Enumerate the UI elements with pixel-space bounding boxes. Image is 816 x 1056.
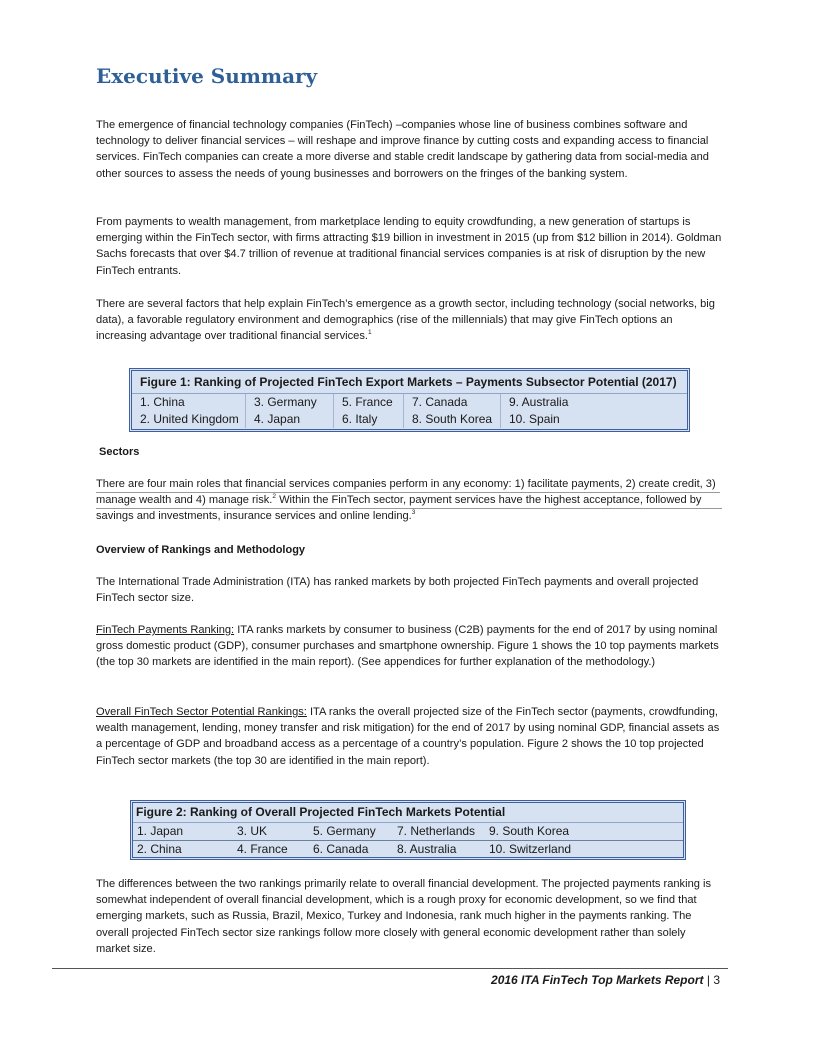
footer-report-title: 2016 ITA FinTech Top Markets Report — [491, 973, 704, 987]
differences-text: The differences between the two rankings primarily relate to overall financial development. The projected payments ranking is somewhat independent of overall financial development, which is a rough proxy for economic development, so we find that emerging markets, such as Russia, Brazil, Mexico, Turkey and Indonesia, rank much higher in the payments ranking. The overall projected FinTech sector size rankings follow more closely with general economic development rather than solely market size. — [96, 878, 712, 955]
intro-text: The emergence of financial technology companies (FinTech) –companies whose line of business combines software and technology to deliver financial services – will reshape and improve finance by cutting costs and expanding access to financial services. FinTech companies can create a more diverse and stable credit landscape by gathering data from social-media and other sources to assess the needs of young businesses and borrowers on the fringes of the banking system. — [96, 119, 709, 180]
ita-ranking-text: The International Trade Administration (ITA) has ranked markets by both projected FinTech payments and overall projected FinTech sector size. — [96, 576, 699, 605]
figure-2-cell: 5. Germany — [313, 824, 376, 838]
figure-1-table — [129, 368, 690, 432]
figure-1-cell: 5. France — [334, 394, 404, 411]
figure-2-cell: 6. Canada — [313, 842, 369, 856]
ita-ranking-paragraph — [96, 574, 722, 606]
figure-1-cell: 8. South Korea — [404, 411, 501, 428]
footnote-ref-2[interactable]: 2 — [272, 493, 276, 501]
figure-2-cell: 3. UK — [237, 824, 268, 838]
figure-1-row — [132, 394, 687, 411]
figure-2-cell: 10. Switzerland — [489, 842, 572, 856]
footer-separator: | — [706, 973, 710, 987]
factors-paragraph — [96, 296, 722, 345]
overview-heading: Overview of Rankings and Methodology — [96, 544, 306, 556]
figure-2-cell: 8. Australia — [397, 842, 457, 856]
figure-2-cell: 2. China — [137, 842, 182, 856]
figure-2-caption: Figure 2: Ranking of Overall Projected FinTech Markets Potential — [133, 803, 683, 823]
figure-2-row — [133, 823, 683, 840]
page-title: Executive Summary — [96, 64, 318, 88]
figure-1-cell: 2. United Kingdom — [132, 411, 246, 428]
footer-rule — [52, 968, 728, 969]
footnote-ref-1[interactable]: 1 — [367, 329, 372, 337]
figure-2-cell: 7. Netherlands — [397, 824, 476, 838]
payments-ranking-paragraph — [96, 622, 722, 671]
figure-1-cell: 6. Italy — [334, 411, 404, 428]
figure-2-cell: 9. South Korea — [489, 824, 570, 838]
figure-1-cell: 7. Canada — [404, 394, 501, 411]
payments-ranking-label: FinTech Payments Ranking: — [96, 624, 235, 636]
sector-potential-label: Overall FinTech Sector Potential Rankings: — [96, 706, 307, 718]
sectors-heading: Sectors — [99, 446, 140, 458]
figure-1-cell: 4. Japan — [246, 411, 334, 428]
figure-2-cell: 1. Japan — [137, 824, 184, 838]
figure-2-cell: 4. France — [237, 842, 288, 856]
investment-text: From payments to wealth management, from marketplace lending to equity crowdfunding, a new generation of startups is emerging within the FinTech sector, with firms attracting $19 billion in investment in 2015 (up from $12 billion in 2014). Goldman Sachs forecasts that over $4.7 trillion of revenue at traditional financial services companies is at risk of disruption by the new FinTech entrants. — [96, 216, 722, 277]
sectors-text-continued: Within the FinTech sector, payment services have the highest acceptance, followed by savings and investments, insurance services and online lending. — [96, 494, 702, 523]
differences-paragraph — [96, 876, 722, 957]
figure-1-caption: Figure 1: Ranking of Projected FinTech Export Markets – Payments Subsector Potential (2017) — [132, 371, 687, 394]
figure-2-row — [133, 840, 683, 858]
factors-text: There are several factors that help explain FinTech’s emergence as a growth sector, including technology (social networks, big data), a favorable regulatory environment and demographics (rise of the millennials) that may give FinTech options an increasing advantage over traditional financial services. — [96, 298, 715, 343]
page-number: 3 — [713, 973, 720, 987]
payments-ranking-text: ITA ranks markets by consumer to business (C2B) payments for the end of 2017 by using nominal gross domestic product (GDP), consumer purchases and smartphone ownership. Figure 1 shows the 10 top payments markets (the top 30 markets are identified in the main report). (See appendices for further explanation of the methodology.) — [96, 624, 719, 669]
sectors-text: There are four main roles that financial services companies perform in any economy: 1) facilitate payments, 2) create credit, 3) manage wealth and 4) manage risk. — [96, 478, 716, 507]
figure-1-row — [132, 411, 687, 428]
figure-1-cell: 1. China — [132, 394, 246, 411]
sectors-paragraph — [96, 476, 722, 525]
page-footer — [491, 973, 720, 987]
sector-potential-text: ITA ranks the overall projected size of the FinTech sector (payments, crowdfunding, wealth management, lending, money transfer and risk mitigation) for the end of 2017 by using nominal GDP, financial assets as a percentage of GDP and broadband access as a percentage of a country’s population. Figure 2 shows the 10 top projected FinTech sector markets (the top 30 are identified in the main report). — [96, 706, 720, 767]
investment-paragraph — [96, 214, 722, 279]
sector-potential-paragraph — [96, 704, 722, 769]
intro-paragraph — [96, 117, 722, 182]
figure-1-cell: 3. Germany — [246, 394, 334, 411]
figure-1-cell: 10. Spain — [509, 412, 560, 426]
figure-2-table — [130, 800, 686, 860]
footnote-ref-3[interactable]: 3 — [411, 509, 416, 517]
figure-1-cell: 9. Australia — [509, 395, 569, 409]
